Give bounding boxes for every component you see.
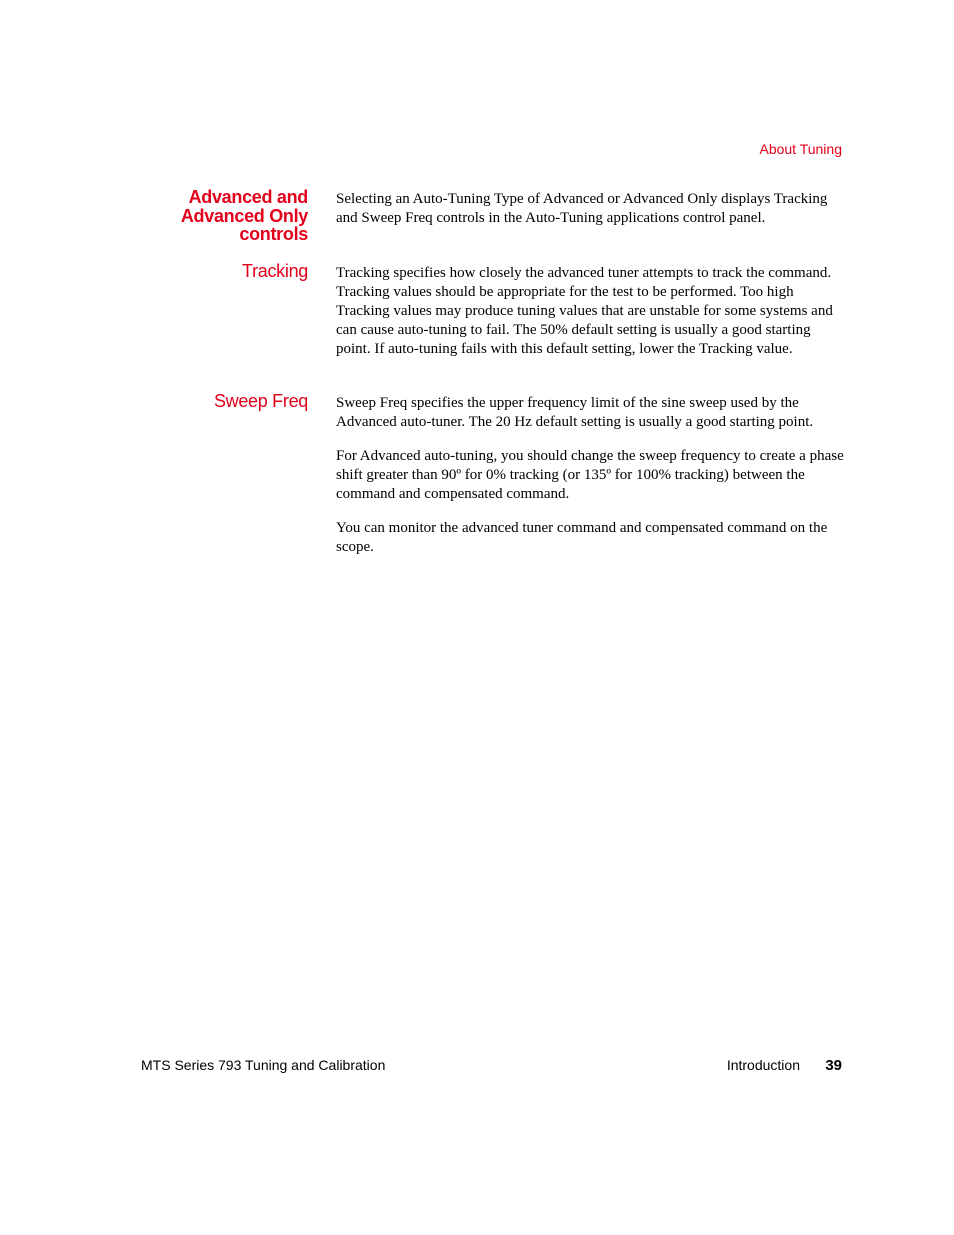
page-number: 39 [825, 1057, 842, 1074]
section-body [336, 190, 846, 243]
section-heading [138, 188, 308, 244]
footer-chapter: Introduction [726, 1057, 800, 1073]
paragraph: Sweep Freq specifies the upper frequency limit of the sine sweep used by the Advanced auto-tuner. The 20 Hz default setting is usually a good starting point. [336, 395, 814, 430]
paragraph: You can monitor the advanced tuner command and compensated command on the scope. [336, 520, 828, 555]
heading-line: Tracking [242, 261, 308, 281]
section-heading [138, 392, 308, 411]
section-body [336, 264, 846, 374]
heading-line: Advanced Only [180, 205, 308, 226]
section-body [336, 394, 846, 572]
running-header: About Tuning [759, 141, 842, 157]
heading-line: Advanced and [188, 187, 308, 207]
footer-doc-title: MTS Series 793 Tuning and Calibration [141, 1057, 386, 1073]
paragraph: Selecting an Auto-Tuning Type of Advanced or Advanced Only displays Tracking and Sweep Freq controls in the Auto-Tuning applications control panel. [336, 191, 828, 226]
section-heading [138, 262, 308, 281]
heading-line: Sweep Freq [213, 391, 308, 411]
paragraph: For Advanced auto-tuning, you should change the sweep frequency to create a phase shift greater than 90º for 0% tracking (or 135º for 100% tracking) between the command and compensated command. [336, 448, 844, 502]
page-footer [141, 1057, 842, 1077]
heading-line: controls [239, 224, 308, 244]
paragraph: Tracking specifies how closely the advanced tuner attempts to track the command. Tracking values should be appropriate for the test to be performed. Too high Tracking values may produce tuning values that are unstable for some systems and can cause auto-tuning to fail. The 50% default setting is usually a good starting point. If auto-tuning fails with this default setting, lower the Tracking value. [336, 265, 833, 357]
